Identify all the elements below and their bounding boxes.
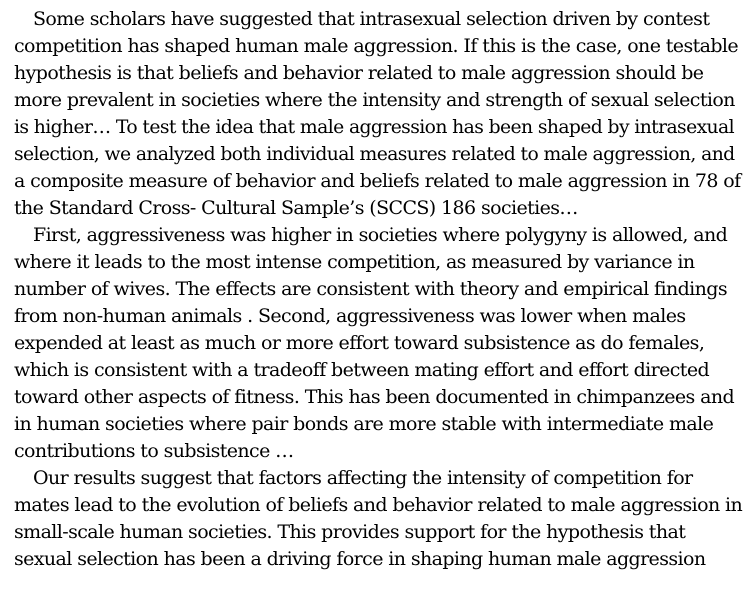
text-line: more prevalent in societies where the intensity and strength of sexual selection: [14, 89, 735, 111]
text-line: the Standard Cross- Cultural Sample’s (SCCS) 186 societies…: [14, 197, 578, 219]
text-line: a composite measure of behavior and beliefs related to male aggression in 78 of: [14, 170, 741, 192]
text-line: contributions to subsistence …: [14, 440, 294, 462]
text-line: toward other aspects of fitness. This has been documented in chimpanzees and: [14, 386, 735, 408]
text-line: Our results suggest that factors affecting the intensity of competition for: [33, 467, 693, 489]
text-line: First, aggressiveness was higher in societies where polygyny is allowed, and: [33, 224, 728, 246]
text-line: competition has shaped human male aggression. If this is the case, one testable: [14, 35, 739, 57]
text-line: selection, we analyzed both individual measures related to male aggression, and: [14, 144, 735, 165]
text-line: number of wives. The effects are consistent with theory and empirical findings: [14, 278, 727, 300]
text-line: hypothesis is that beliefs and behavior related to male aggression should be: [14, 62, 704, 84]
text-line: which is consistent with a tradeoff between mating effort and effort directed: [14, 359, 710, 381]
text-line: small-scale human societies. This provides support for the hypothesis that: [14, 521, 686, 543]
text-line: where it leads to the most intense competition, as measured by variance in: [14, 251, 695, 273]
text-line: from non-human animals . Second, aggressiveness was lower when males: [14, 305, 686, 327]
text-line: sexual selection has been a driving force in shaping human male aggression: [14, 548, 706, 570]
text-line: expended at least as much or more effort toward subsistence as do females,: [14, 332, 705, 354]
text-line: mates lead to the evolution of beliefs and behavior related to male aggression in: [14, 494, 743, 516]
text-line: Some scholars have suggested that intrasexual selection driven by contest: [33, 8, 710, 30]
text-line: is higher… To test the idea that male aggression has been shaped by intrasexual: [14, 117, 735, 138]
text-line: in human societies where pair bonds are more stable with intermediate male: [14, 413, 714, 435]
